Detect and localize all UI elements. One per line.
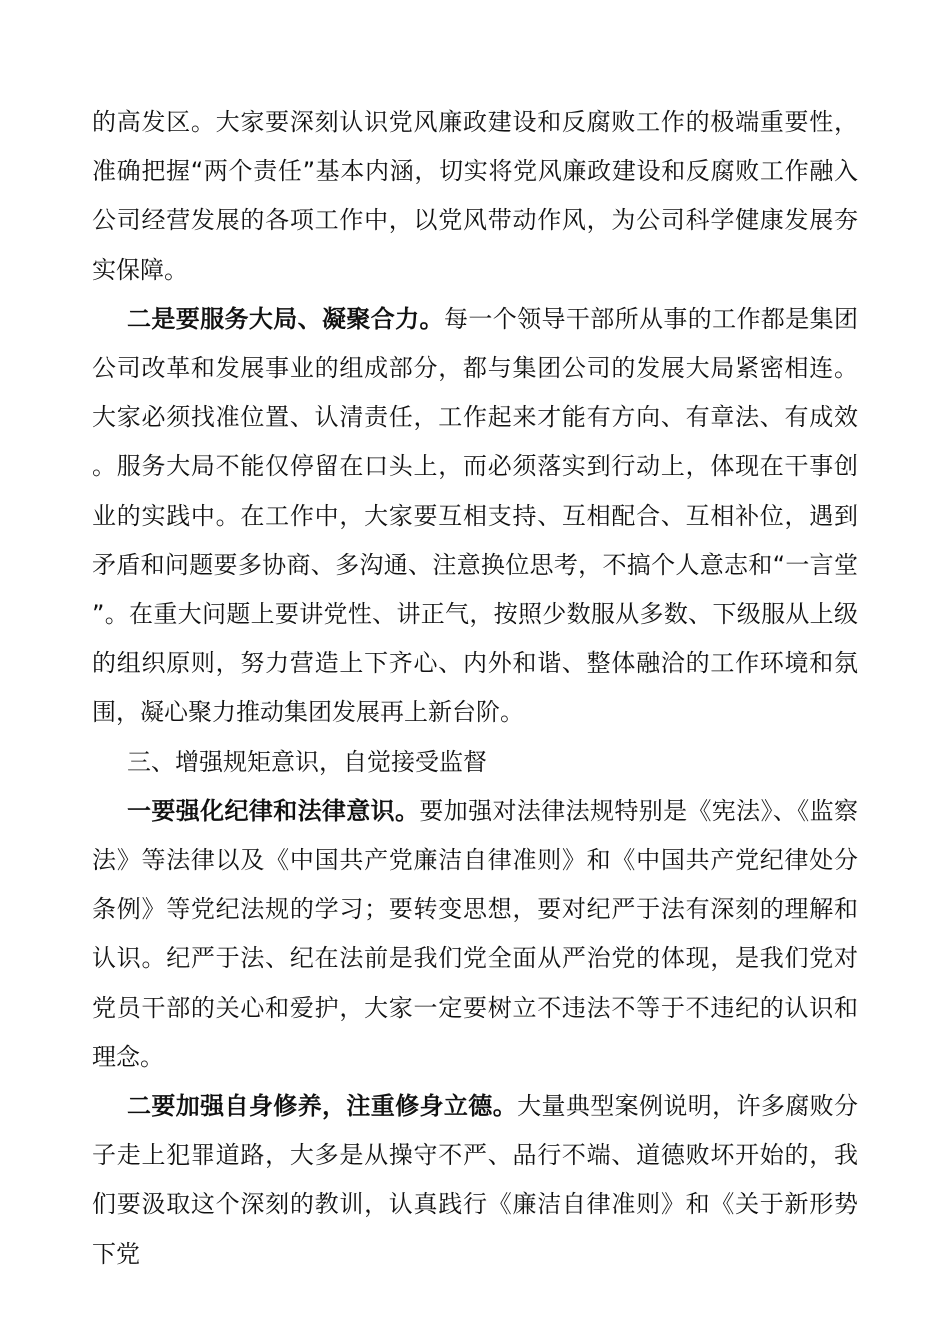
- paragraph-continuation: [92, 98, 858, 295]
- paragraph-discipline-law-awareness: [92, 787, 858, 1082]
- paragraph-text: 每一个领导干部所从事的工作都是集团公司改革和发展事业的组成部分，都与集团公司的发展大局紧密相连。大家必须找准位置、认清责任，工作起来才能有方向、有章法、有成效。服务大局不能仅停留在口头上，而必须落实到行动上，体现在干事创业的实践中。在工作中，大家要互相支持、互相配合、互相补位，遇到矛盾和问题要多协商、多沟通、注意换位思考，不搞个人意志和“一言堂”。在重大问题上要讲党性、讲正气，按照少数服从多数、下级服从上级的组织原则，努力营造上下齐心、内外和谐、整体融洽的工作环境和氛围，凝心聚力推动集团发展再上新台阶。: [92, 304, 859, 727]
- paragraph-lead-heading: 一要强化纪律和法律意识。: [127, 796, 420, 825]
- paragraph-self-cultivation: [92, 1082, 858, 1279]
- section-heading-text: 三、增强规矩意识，自觉接受监督: [127, 747, 487, 776]
- paragraph-text: 的高发区。大家要深刻认识党风廉政建设和反腐败工作的极端重要性，准确把握“两个责任”基本内涵，切实将党风廉政建设和反腐败工作融入公司经营发展的各项工作中，以党风带动作风，为公司科学健康发展夯实保障。: [92, 108, 858, 284]
- paragraph-serve-overall-situation: [92, 295, 858, 738]
- section-heading-three: [92, 738, 858, 787]
- paragraph-text: 要加强对法律法规特别是《宪法》、《监察法》等法律以及《中国共产党廉洁自律准则》和《中国共产党纪律处分条例》等党纪法规的学习；要转变思想，要对纪严于法有深刻的理解和认识。纪严于法、纪在法前是我们党全面从严治党的体现，是我们党对党员干部的关心和爱护，大家一定要树立不违法不等于不违纪的认识和理念。: [92, 796, 859, 1071]
- paragraph-lead-heading: 二是要服务大局、凝聚合力。: [127, 304, 444, 333]
- paragraph-lead-heading: 二要加强自身修养，注重修身立德。: [127, 1092, 518, 1121]
- document-body: [92, 98, 858, 1279]
- paragraph-text: 大量典型案例说明，许多腐败分子走上犯罪道路，大多是从操守不严、品行不端、道德败坏开始的，我们要汲取这个深刻的教训，认真践行《廉洁自律准则》和《关于新形势下党: [92, 1092, 859, 1268]
